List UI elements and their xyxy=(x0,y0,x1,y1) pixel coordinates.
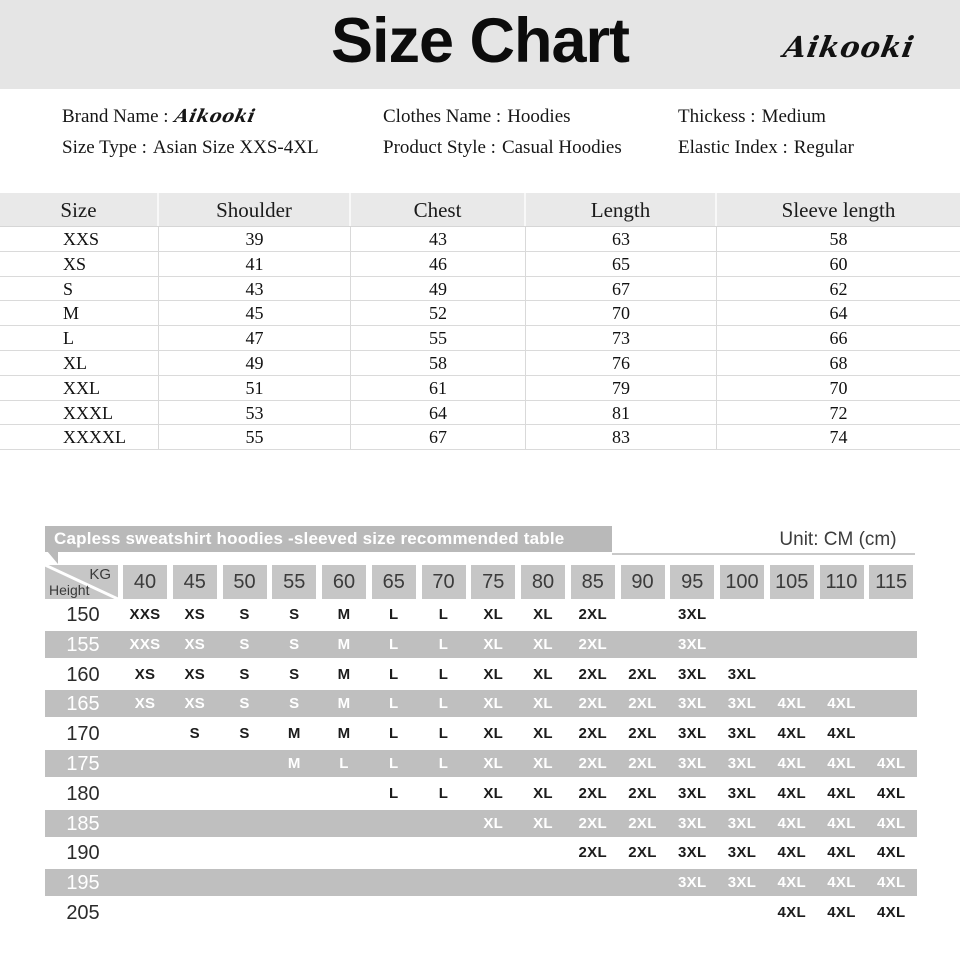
column-header-size: Size xyxy=(0,193,159,226)
weight-header-85: 85 xyxy=(571,565,615,599)
corner-height-label: Height xyxy=(49,582,90,598)
size-table-header-row xyxy=(0,193,960,227)
weight-header-50: 50 xyxy=(223,565,267,599)
recommended-size-cell: S xyxy=(289,695,300,713)
height-label: 185 xyxy=(66,812,100,835)
recommended-size-cell: 4XL xyxy=(777,844,806,862)
column-header-sleeve-length: Sleeve length xyxy=(781,198,896,222)
recommended-size-cell: 3XL xyxy=(727,755,757,772)
recommended-size-cell: 4XL xyxy=(777,874,806,892)
info-value: Asian Size XXS-4XL xyxy=(152,137,319,158)
size-label: XXXXL xyxy=(0,425,159,449)
size-label: XXL xyxy=(0,376,159,400)
recommend-row-175 xyxy=(0,749,960,779)
height-label: 170 xyxy=(66,723,100,746)
recommended-size-cell: 2XL xyxy=(628,814,657,832)
recommended-size-cell: 4XL xyxy=(877,904,906,921)
recommended-size-cell: XS xyxy=(184,635,206,653)
recommended-size-cell: 3XL xyxy=(678,606,707,623)
weight-header-115: 115 xyxy=(869,565,913,599)
info-elastic-index xyxy=(678,137,854,159)
recommend-row-150 xyxy=(0,600,960,630)
recommended-size-cell: M xyxy=(337,665,351,683)
recommended-size-cell: S xyxy=(239,606,250,623)
recommended-size-cell: L xyxy=(438,725,449,743)
recommended-size-cell: 4XL xyxy=(827,784,856,802)
recommended-size-cell: 2XL xyxy=(578,665,607,683)
recommended-size-cell: 3XL xyxy=(678,844,707,862)
recommended-size-cell: XXS xyxy=(129,606,161,623)
recommended-size-cell: 4XL xyxy=(877,844,906,862)
recommended-size-cell: XL xyxy=(533,606,553,623)
measurement-value: 65 xyxy=(526,252,717,276)
recommended-size-cell: L xyxy=(438,784,449,802)
recommended-size-cell: S xyxy=(239,695,250,713)
weight-header-105: 105 xyxy=(770,565,814,599)
recommend-row-205 xyxy=(0,898,960,928)
recommended-size-cell: L xyxy=(389,725,399,743)
recommended-size-cell: 3XL xyxy=(678,665,707,683)
height-label: 150 xyxy=(66,604,100,626)
recommended-size-cell: XL xyxy=(533,755,553,772)
recommended-size-cell: 2XL xyxy=(628,695,657,713)
recommended-size-cell: XL xyxy=(483,814,504,832)
recommended-size-cell: 3XL xyxy=(678,695,707,713)
recommended-size-cell: 4XL xyxy=(777,904,806,921)
recommended-size-cell: L xyxy=(339,755,349,772)
info-value: Medium xyxy=(761,106,826,127)
recommended-size-table xyxy=(0,525,960,960)
recommended-size-cell: XL xyxy=(483,665,504,683)
recommended-size-cell: 3XL xyxy=(727,725,757,743)
weight-header-75: 75 xyxy=(471,565,515,599)
recommended-size-cell: 2XL xyxy=(578,725,607,743)
measurement-value: 53 xyxy=(159,401,351,425)
info-size-type xyxy=(62,137,319,159)
height-label: 165 xyxy=(66,693,100,716)
measurement-value: 64 xyxy=(829,303,848,324)
measurement-value: 43 xyxy=(351,227,526,251)
size-table-row-L xyxy=(0,326,960,351)
recommended-size-cell: XL xyxy=(483,725,504,743)
measurement-value: 74 xyxy=(829,427,848,448)
page-title: Size Chart xyxy=(330,6,630,76)
recommended-size-cell: 3XL xyxy=(678,784,707,802)
column-header-length: Length xyxy=(526,193,717,226)
info-value-brand: Aikooki xyxy=(172,106,257,127)
weight-header-60: 60 xyxy=(322,565,366,599)
recommended-size-cell: 4XL xyxy=(827,725,856,743)
corner-cell-kg-height xyxy=(45,565,118,599)
recommend-row-165 xyxy=(0,689,960,719)
recommended-size-cell: M xyxy=(287,755,301,772)
size-label: XL xyxy=(0,351,159,375)
height-label: 155 xyxy=(66,633,100,656)
info-label: Clothes Name : xyxy=(383,106,502,127)
recommended-size-cell: 4XL xyxy=(777,695,806,713)
recommended-size-cell: S xyxy=(289,665,300,683)
recommend-row-160 xyxy=(0,660,960,690)
recommend-row-180 xyxy=(0,779,960,809)
info-clothes-name xyxy=(383,106,571,128)
info-label: Product Style : xyxy=(383,137,496,158)
recommended-size-cell: L xyxy=(389,606,399,623)
recommend-row-185 xyxy=(0,809,960,839)
recommended-size-cell: 4XL xyxy=(777,814,806,832)
measurement-value: 39 xyxy=(159,227,351,251)
info-label: Thickess : xyxy=(678,106,756,127)
recommended-size-cell: S xyxy=(239,635,250,653)
recommended-size-cell: L xyxy=(438,755,449,772)
height-label: 175 xyxy=(66,753,100,775)
measurement-value: 67 xyxy=(351,425,526,449)
size-label: XXXL xyxy=(0,401,159,425)
recommended-size-cell: 3XL xyxy=(727,814,757,832)
recommended-size-cell: XL xyxy=(533,635,553,653)
size-table-row-M xyxy=(0,301,960,326)
measurement-value: 41 xyxy=(159,252,351,276)
measurement-value: 49 xyxy=(159,351,351,375)
recommended-size-cell: S xyxy=(189,725,200,743)
recommended-size-cell: L xyxy=(438,665,449,683)
unit-label: Unit: CM (cm) xyxy=(779,529,897,550)
weight-header-95: 95 xyxy=(670,565,714,599)
measurement-value: 64 xyxy=(351,401,526,425)
height-label: 205 xyxy=(66,902,100,924)
recommended-size-cell: S xyxy=(289,635,300,653)
weight-header-40: 40 xyxy=(123,565,167,599)
recommended-size-cell: L xyxy=(438,606,449,623)
recommended-size-cell: XL xyxy=(533,784,553,802)
banner-tail-pointer xyxy=(47,551,58,564)
recommended-size-cell: 4XL xyxy=(877,755,906,772)
recommended-size-cell: 4XL xyxy=(827,874,856,892)
measurement-value: 67 xyxy=(526,277,717,301)
measurement-value: 62 xyxy=(829,278,848,299)
recommended-size-cell: XL xyxy=(483,755,504,772)
recommended-size-cell: 2XL xyxy=(628,755,657,772)
size-table-row-S xyxy=(0,277,960,302)
recommended-size-cell: XL xyxy=(483,606,504,623)
recommended-size-cell: M xyxy=(287,725,301,743)
recommended-size-cell: L xyxy=(389,665,399,683)
recommended-size-cell: 3XL xyxy=(727,665,757,683)
info-label: Size Type : xyxy=(62,137,147,158)
measurement-value: 58 xyxy=(351,351,526,375)
height-label: 195 xyxy=(66,872,100,895)
recommended-size-cell: 3XL xyxy=(678,755,707,772)
unit-underline xyxy=(612,553,915,555)
measurement-value: 83 xyxy=(526,425,717,449)
recommended-size-cell: L xyxy=(389,695,399,713)
recommended-size-cell: XL xyxy=(483,635,504,653)
recommended-size-cell: XS xyxy=(184,665,206,683)
recommended-size-cell: XS xyxy=(134,695,156,713)
recommended-size-cell: 2XL xyxy=(578,755,607,772)
measurement-value: 55 xyxy=(159,425,351,449)
recommended-size-cell: 4XL xyxy=(827,844,856,862)
recommended-size-cell: 2XL xyxy=(578,606,607,623)
weight-header-90: 90 xyxy=(621,565,665,599)
recommend-row-155 xyxy=(0,630,960,660)
height-label: 180 xyxy=(66,782,100,805)
recommended-size-cell: 2XL xyxy=(628,725,657,743)
recommend-row-195 xyxy=(0,868,960,898)
measurement-value: 52 xyxy=(351,301,526,325)
measurement-value: 60 xyxy=(829,253,848,274)
weight-header-65: 65 xyxy=(372,565,416,599)
column-header-shoulder: Shoulder xyxy=(159,193,351,226)
recommended-size-cell: 3XL xyxy=(678,635,707,653)
measurement-value: 61 xyxy=(351,376,526,400)
recommended-size-cell: M xyxy=(337,635,351,653)
measurement-value: 58 xyxy=(829,229,848,249)
recommended-size-cell: L xyxy=(389,635,399,653)
recommend-row-190 xyxy=(0,838,960,868)
size-table-row-XS xyxy=(0,252,960,277)
recommended-size-cell: S xyxy=(239,725,250,743)
weight-header-110: 110 xyxy=(820,565,864,599)
weight-header-70: 70 xyxy=(422,565,466,599)
weight-header-100: 100 xyxy=(720,565,764,599)
recommended-size-cell: L xyxy=(389,755,399,772)
recommended-size-cell: L xyxy=(389,784,399,802)
measurement-value: 47 xyxy=(159,326,351,350)
recommended-size-cell: XL xyxy=(533,665,553,683)
page-header xyxy=(0,0,960,89)
size-label: S xyxy=(0,277,159,301)
recommended-size-cell: 2XL xyxy=(578,814,607,832)
measurement-value: 73 xyxy=(526,326,717,350)
recommended-size-cell: 3XL xyxy=(727,784,757,802)
info-thickness xyxy=(678,106,826,128)
size-label: XS xyxy=(0,252,159,276)
recommended-size-cell: 2XL xyxy=(578,784,607,802)
size-table-row-XXXL xyxy=(0,401,960,426)
recommended-size-cell: 3XL xyxy=(727,695,757,713)
measurement-value: 43 xyxy=(159,277,351,301)
recommended-size-cell: S xyxy=(289,606,300,623)
measurement-value: 63 xyxy=(526,227,717,251)
size-measurement-table xyxy=(0,193,960,450)
recommended-size-cell: M xyxy=(337,725,351,743)
measurement-value: 51 xyxy=(159,376,351,400)
recommended-size-cell: XXS xyxy=(129,635,161,653)
recommended-size-cell: 2XL xyxy=(578,695,607,713)
recommended-size-cell: XL xyxy=(533,814,553,832)
measurement-value: 66 xyxy=(829,328,848,349)
recommended-size-cell: 4XL xyxy=(877,784,906,802)
recommended-size-cell: 4XL xyxy=(827,904,856,921)
info-label: Elastic Index : xyxy=(678,137,788,158)
recommended-size-cell: XL xyxy=(533,695,553,713)
info-label: Brand Name : xyxy=(62,106,169,127)
recommended-size-cell: 4XL xyxy=(827,814,856,832)
recommended-size-cell: XS xyxy=(184,695,206,713)
info-value: Casual Hoodies xyxy=(501,137,622,158)
size-table-row-XXS xyxy=(0,227,960,252)
recommended-size-cell: 2XL xyxy=(628,784,657,802)
recommended-size-cell: XS xyxy=(134,665,156,683)
recommended-size-cell: 2XL xyxy=(628,844,657,862)
recommended-size-cell: 3XL xyxy=(678,874,707,892)
product-info-section xyxy=(0,89,960,193)
measurement-value: 70 xyxy=(829,377,848,398)
recommended-size-cell: M xyxy=(337,695,351,713)
recommended-size-cell: 4XL xyxy=(777,755,806,772)
recommend-row-170 xyxy=(0,719,960,749)
recommended-size-cell: XL xyxy=(483,695,504,713)
recommended-size-cell: S xyxy=(239,665,250,683)
weight-header-80: 80 xyxy=(521,565,565,599)
recommended-size-cell: XS xyxy=(184,606,206,623)
corner-kg-label: KG xyxy=(89,566,111,583)
recommended-size-cell: XL xyxy=(483,784,504,802)
recommend-table-title-banner: Capless sweatshirt hoodies -sleeved size recommended table xyxy=(45,526,612,552)
info-brand-name xyxy=(62,106,255,128)
recommended-size-cell: 4XL xyxy=(877,814,906,832)
size-table-row-XXL xyxy=(0,376,960,401)
size-table-row-XXXXL xyxy=(0,425,960,450)
info-value: Regular xyxy=(793,137,854,158)
measurement-value: 79 xyxy=(526,376,717,400)
measurement-value: 46 xyxy=(351,252,526,276)
recommended-size-cell: 2XL xyxy=(578,635,607,653)
weight-header-55: 55 xyxy=(272,565,316,599)
recommended-size-cell: L xyxy=(438,635,449,653)
recommended-size-cell: 2XL xyxy=(628,665,657,683)
recommended-size-cell: 3XL xyxy=(678,725,707,743)
weight-header-45: 45 xyxy=(173,565,217,599)
recommended-size-cell: 4XL xyxy=(777,784,806,802)
recommended-size-cell: M xyxy=(337,606,351,623)
recommended-size-cell: 4XL xyxy=(827,695,856,713)
measurement-value: 68 xyxy=(829,352,848,373)
info-value: Hoodies xyxy=(507,106,571,127)
measurement-value: 76 xyxy=(526,351,717,375)
measurement-value: 49 xyxy=(351,277,526,301)
recommended-size-cell: 3XL xyxy=(727,874,757,892)
recommended-size-cell: XL xyxy=(533,725,553,743)
size-label: XXS xyxy=(0,227,159,251)
size-label: M xyxy=(0,301,159,325)
recommended-size-cell: 2XL xyxy=(578,844,607,862)
recommended-size-cell: 3XL xyxy=(678,814,707,832)
size-label: L xyxy=(0,326,159,350)
info-product-style xyxy=(383,137,622,159)
recommended-size-cell: 4XL xyxy=(827,755,856,772)
recommended-size-cell: 3XL xyxy=(727,844,757,862)
recommended-size-cell: 4XL xyxy=(877,874,906,892)
measurement-value: 70 xyxy=(526,301,717,325)
size-table-body xyxy=(0,227,960,450)
recommended-size-cell: L xyxy=(438,695,449,713)
size-table-row-XL xyxy=(0,351,960,376)
height-label: 160 xyxy=(66,663,100,686)
measurement-value: 81 xyxy=(526,401,717,425)
height-label: 190 xyxy=(66,842,100,865)
brand-logo: Aikooki xyxy=(780,30,917,64)
measurement-value: 45 xyxy=(159,301,351,325)
measurement-value: 72 xyxy=(829,402,848,423)
measurement-value: 55 xyxy=(351,326,526,350)
column-header-chest: Chest xyxy=(351,193,526,226)
recommended-size-cell: 4XL xyxy=(777,725,806,743)
